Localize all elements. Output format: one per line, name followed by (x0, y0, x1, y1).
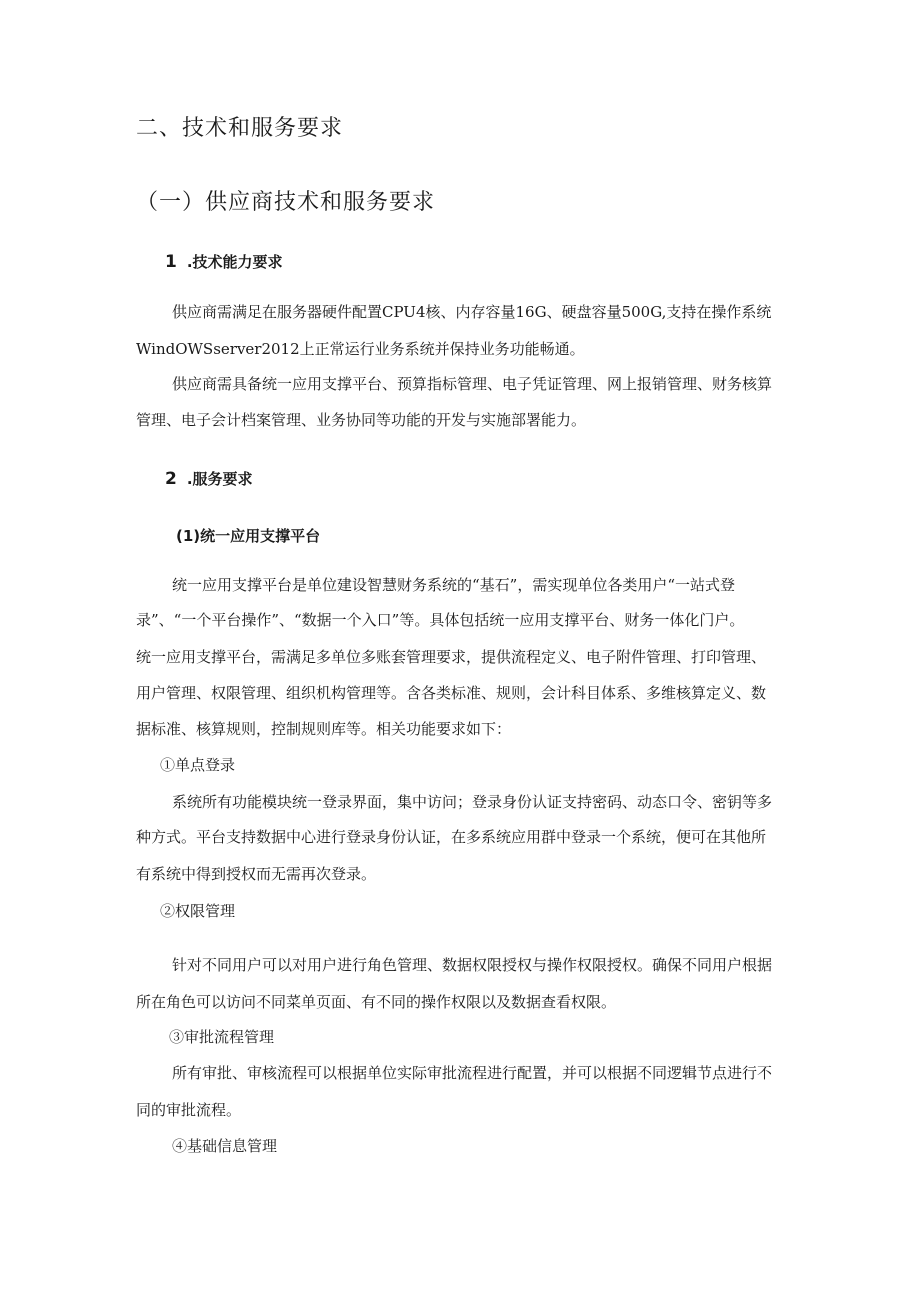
item2-heading (165, 468, 253, 489)
feature-line: 所有审批、审核流程可以根据单位实际审批流程进行配置，并可以根据不同逻辑节点进行不 (172, 1064, 773, 1082)
sub1-line: 据标准、核算规则，控制规则库等。相关功能要求如下： (136, 720, 512, 738)
feature-title-approval: ③审批流程管理 (169, 1028, 275, 1046)
feature-title-basic-info: ④基础信息管理 (172, 1137, 278, 1155)
feature-line: 有系统中得到授权而无需再次登录。 (136, 865, 377, 883)
sub1-line: 统一应用支撑平台，需满足多单位多账套管理要求，提供流程定义、电子附件管理、打印管理、 (136, 648, 767, 666)
item2-number: 2 (165, 469, 177, 489)
section-title: 二、技术和服务要求 (136, 116, 344, 141)
item1-title: .技术能力要求 (186, 253, 283, 271)
sub1-line: 录”、“一个平台操作”、“数据一个入口”等。具体包括统一应用支撑平台、财务一体化门户。 (136, 611, 745, 629)
item1-para1-line2: WindOWSserver2012上正常运行业务系统并保持业务功能畅通。 (136, 340, 585, 358)
feature-line: 系统所有功能模块统一登录界面，集中访问；登录身份认证支持密码、动态口令、密钥等多 (172, 793, 773, 811)
sub1-line: 统一应用支撑平台是单位建设智慧财务系统的“基石”，需实现单位各类用户“一站式登 (172, 576, 736, 594)
item1-para2-line1: 供应商需具备统一应用支撑平台、预算指标管理、电子凭证管理、网上报销管理、财务核算 (172, 375, 773, 393)
item1-para1-line1: 供应商需满足在服务器硬件配置CPU4核、内存容量16G、硬盘容量500G,支持在操作系统 (172, 303, 772, 321)
feature-line: 同的审批流程。 (136, 1101, 242, 1119)
feature-line: 针对不同用户可以对用户进行角色管理、数据权限授权与操作权限授权。确保不同用户根据 (172, 956, 773, 974)
item2-title: .服务要求 (186, 470, 253, 488)
feature-line: 种方式。平台支持数据中心进行登录身份认证，在多系统应用群中登录一个系统，便可在其他所 (136, 828, 767, 846)
feature-title-permissions: ②权限管理 (160, 902, 236, 920)
feature-line: 所在角色可以访问不同菜单页面、有不同的操作权限以及数据查看权限。 (136, 993, 617, 1011)
item1-number: 1 (165, 252, 177, 272)
item1-heading (165, 251, 283, 272)
section-subtitle: （一）供应商技术和服务要求 (136, 190, 436, 215)
feature-title-sso: ①单点登录 (160, 756, 236, 774)
sub1-line: 用户管理、权限管理、组织机构管理等。含各类标准、规则，会计科目体系、多维核算定义、数 (136, 684, 767, 702)
item1-para2-line2: 管理、电子会计档案管理、业务协同等功能的开发与实施部署能力。 (136, 411, 587, 429)
sub1-title: (1)统一应用支撑平台 (176, 527, 321, 545)
